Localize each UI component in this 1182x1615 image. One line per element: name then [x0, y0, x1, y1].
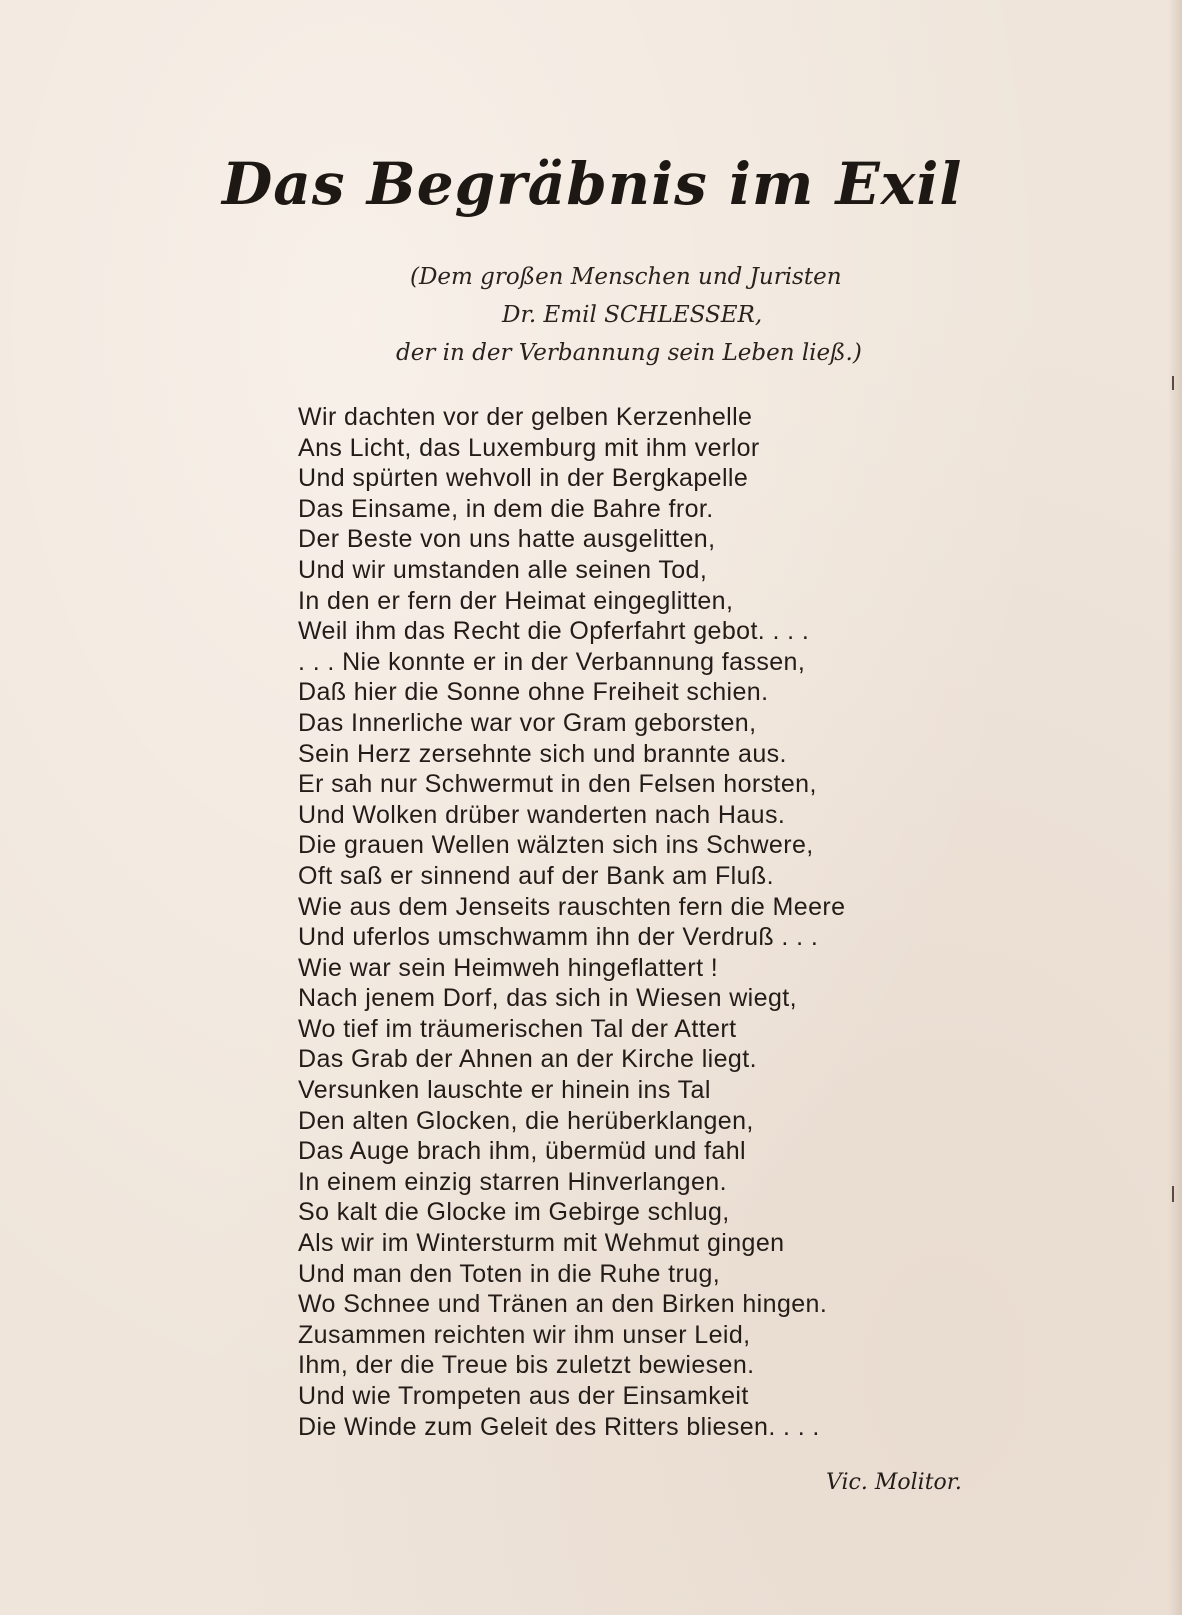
- poem-line: In den er fern der Heimat eingeglitten,: [298, 586, 734, 615]
- poem-line: Wie war sein Heimweh hingeflattert !: [298, 953, 719, 982]
- poem-title: Das Begräbnis im Exil: [222, 150, 963, 218]
- poem-line: Als wir im Wintersturm mit Wehmut gingen: [298, 1229, 785, 1258]
- poem-line: Weil ihm das Recht die Opferfahrt gebot. . . .: [298, 617, 810, 646]
- author-signature: Vic. Molitor.: [826, 1470, 962, 1495]
- poem-line: Ihm, der die Treue bis zuletzt bewiesen.: [298, 1351, 755, 1380]
- poem-line: So kalt die Glocke im Gebirge schlug,: [298, 1198, 730, 1227]
- poem-line: Wie aus dem Jenseits rauschten fern die Meere: [298, 892, 846, 921]
- poem-line: Und wir umstanden alle seinen Tod,: [298, 555, 708, 584]
- dedication-line: Dr. Emil SCHLESSER,: [502, 302, 763, 328]
- poem-line: Das Einsame, in dem die Bahre fror.: [298, 494, 714, 523]
- poem-line: Sein Herz zersehnte sich und brannte aus.: [298, 739, 787, 768]
- poem-line: Die grauen Wellen wälzten sich ins Schwere,: [298, 831, 814, 860]
- poem-line: Und uferlos umschwamm ihn der Verdruß . . .: [298, 923, 819, 952]
- page-edge-shadow: [1168, 0, 1182, 1615]
- poem-line: Und wie Trompeten aus der Einsamkeit: [298, 1382, 749, 1410]
- poem-line: Nach jenem Dorf, das sich in Wiesen wiegt,: [298, 984, 797, 1013]
- poem-line: Das Innerliche war vor Gram geborsten,: [298, 708, 757, 737]
- poem-line: Oft saß er sinnend auf der Bank am Fluß.: [298, 861, 774, 890]
- poem-line: Das Auge brach ihm, übermüd und fahl: [298, 1137, 746, 1166]
- poem-line: Er sah nur Schwermut in den Felsen horsten,: [298, 770, 817, 799]
- dedication: [320, 258, 1000, 372]
- poem-line: Den alten Glocken, die herüberklangen,: [298, 1106, 754, 1135]
- dedication-line: (Dem großen Menschen und Juristen: [410, 264, 842, 290]
- poem-line: Daß hier die Sonne ohne Freiheit schien.: [298, 678, 769, 707]
- poem-line: . . . Nie konnte er in der Verbannung fassen,: [298, 647, 806, 676]
- poem-line: Und spürten wehvoll in der Bergkapelle: [298, 464, 749, 493]
- poem-line: Und man den Toten in die Ruhe trug,: [298, 1259, 721, 1288]
- edge-mark: [1172, 1186, 1174, 1202]
- poem-line: Und Wolken drüber wanderten nach Haus.: [298, 800, 786, 829]
- poem-line: Wo Schnee und Tränen an den Birken hingen.: [298, 1290, 828, 1319]
- poem-line: Versunken lauschte er hinein ins Tal: [298, 1076, 711, 1105]
- poem-body: [298, 402, 1018, 1442]
- poem-line: Wir dachten vor der gelben Kerzenhelle: [298, 403, 753, 431]
- poem-line: Ans Licht, das Luxemburg mit ihm verlor: [298, 433, 760, 462]
- dedication-line: der in der Verbannung sein Leben ließ.): [396, 340, 862, 366]
- edge-mark: [1172, 376, 1174, 390]
- poem-line: Die Winde zum Geleit des Ritters bliesen. . . .: [298, 1412, 820, 1441]
- poem-line: In einem einzig starren Hinverlangen.: [298, 1167, 727, 1196]
- poem-line: Das Grab der Ahnen an der Kirche liegt.: [298, 1045, 757, 1074]
- poem-line: Zusammen reichten wir ihm unser Leid,: [298, 1320, 751, 1349]
- poem-line: Der Beste von uns hatte ausgelitten,: [298, 525, 716, 554]
- poem-line: Wo tief im träumerischen Tal der Attert: [298, 1014, 737, 1043]
